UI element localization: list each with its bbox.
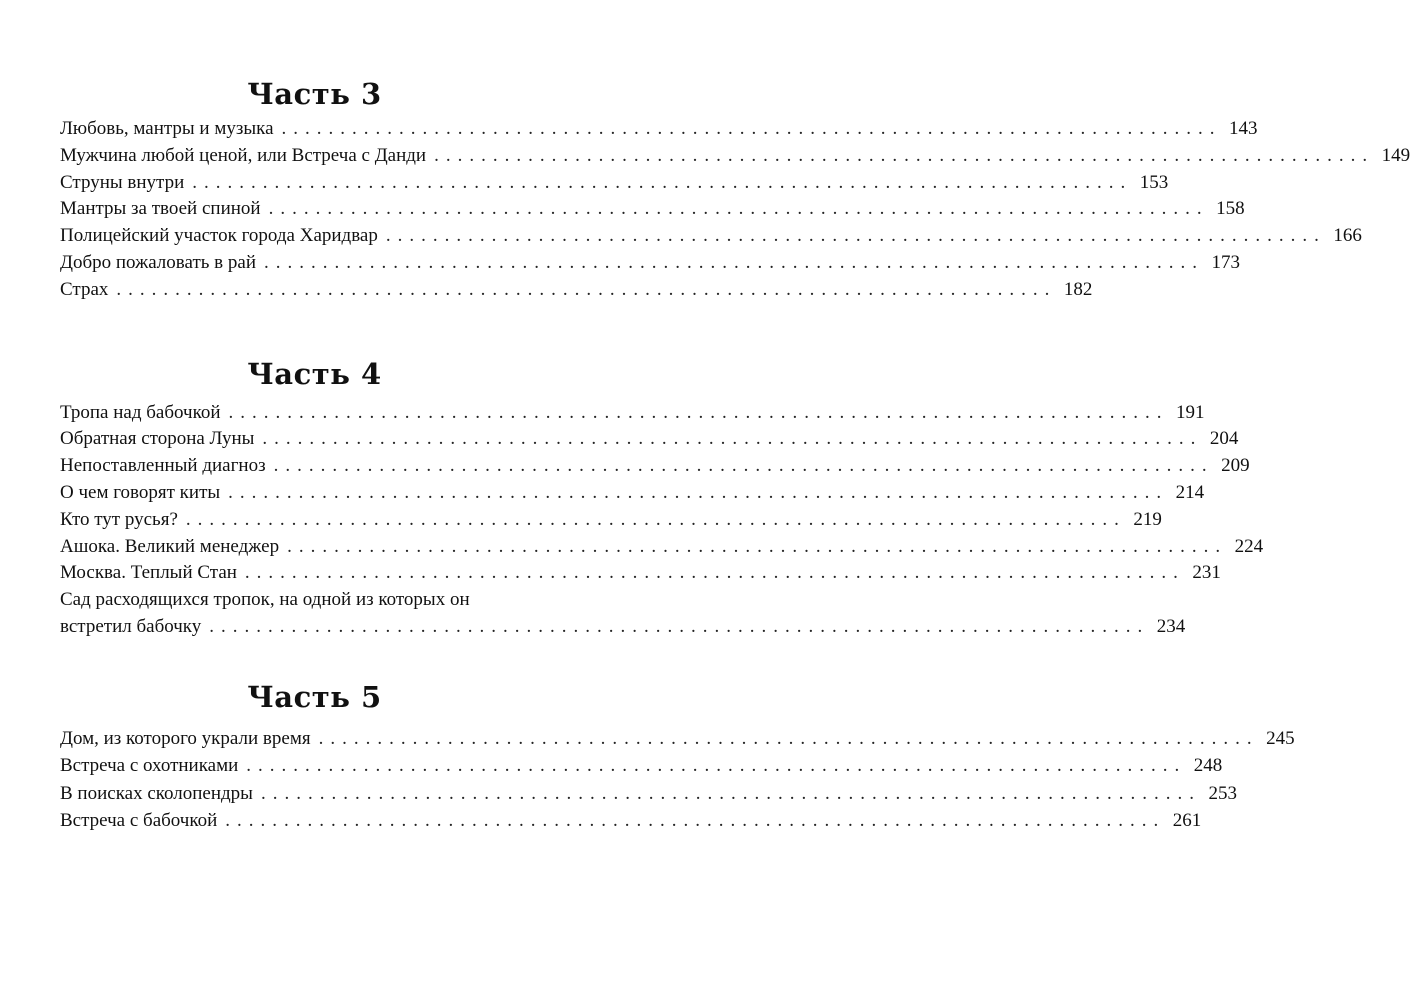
toc-entry-title: встретил бабочку: [60, 615, 202, 637]
part-title: Часть 3: [247, 77, 382, 111]
part-title: Часть 4: [247, 356, 382, 391]
toc-entry[interactable]: [60, 752, 1223, 780]
toc-entry[interactable]: [60, 250, 1240, 277]
toc-page-number: 219: [1133, 508, 1162, 530]
toc-entry-title: Страх: [60, 278, 109, 300]
dot-leader: ................................................................................: [263, 251, 1204, 273]
toc-entry[interactable]: [60, 507, 1162, 534]
table-of-contents: [60, 0, 1410, 835]
toc-entry-title: Полицейский участок города Харидвар: [60, 225, 378, 247]
part-5-section: [60, 677, 1295, 835]
dot-leader: ................................................................................: [244, 562, 1185, 584]
toc-page-number: 234: [1156, 615, 1186, 637]
toc-page-number: 231: [1192, 562, 1221, 584]
toc-page-number: 214: [1175, 481, 1205, 503]
toc-entry[interactable]: [60, 143, 1410, 170]
toc-entry-title: Мужчина любой ценой, или Встреча с Данди: [60, 144, 427, 166]
toc-entry-title: Тропа над бабочкой: [60, 401, 221, 423]
toc-entry-line-1[interactable]: [60, 587, 569, 614]
dot-leader: ................................................................................: [209, 615, 1150, 637]
dot-leader: ................................................................................: [116, 278, 1057, 300]
toc-page-number: 261: [1172, 810, 1202, 832]
part-3-section: [60, 74, 1410, 304]
toc-entry-line-2[interactable]: [60, 614, 1186, 641]
dot-leader: ................................................................................: [268, 198, 1209, 220]
toc-entry[interactable]: [60, 560, 1221, 587]
toc-entry[interactable]: [60, 196, 1245, 223]
toc-entry-title: Мантры за твоей спиной: [60, 198, 261, 220]
toc-entry[interactable]: [60, 170, 1169, 197]
dot-leader: ................................................................................: [260, 782, 1201, 804]
toc-entry[interactable]: [60, 534, 1264, 561]
dot-leader: ................................................................................: [246, 755, 1187, 777]
part-4-section: [60, 354, 1264, 641]
dot-leader: ................................................................................: [318, 727, 1259, 749]
dot-leader: ................................................................................: [225, 810, 1166, 832]
toc-entry-title: Струны внутри: [60, 171, 185, 193]
toc-entry-title: Москва. Теплый Стан: [60, 562, 237, 584]
dot-leader: ................................................................................: [192, 171, 1133, 193]
dot-leader: ................................................................................: [281, 118, 1222, 139]
toc-entry[interactable]: [60, 277, 1093, 304]
dot-leader: ................................................................................: [287, 535, 1228, 557]
toc-page-number: 253: [1208, 782, 1237, 804]
toc-entry-title: Сад расходящихся тропок, на одной из которых он: [60, 589, 470, 611]
toc-page-number: 245: [1266, 727, 1295, 749]
dot-leader: ................................................................................: [385, 225, 1326, 247]
toc-entry[interactable]: [60, 453, 1250, 480]
toc-entry-title: В поисках сколопендры: [60, 782, 253, 804]
dot-leader: ................................................................................: [228, 481, 1169, 503]
toc-entry[interactable]: [60, 725, 1295, 753]
toc-entry-title: О чем говорят киты: [60, 481, 221, 503]
toc-entry-title: Ашока. Великий менеджер: [60, 535, 280, 557]
dot-leader: ................................................................................: [434, 144, 1375, 166]
toc-page-number: 173: [1211, 251, 1240, 273]
toc-entry-title: Обратная сторона Луны: [60, 428, 255, 450]
toc-page-number: 166: [1333, 225, 1362, 247]
toc-entry[interactable]: [60, 426, 1239, 453]
toc-entry-title: Встреча с бабочкой: [60, 810, 218, 832]
toc-page-number: 204: [1209, 428, 1239, 450]
toc-page-number: 143: [1229, 118, 1258, 139]
toc-page-number: 191: [1176, 401, 1205, 423]
toc-entry-title: Дом, из которого украли время: [60, 727, 311, 749]
toc-entry-title: Непоставленный диагноз: [60, 455, 266, 477]
toc-page-number: 158: [1216, 198, 1245, 220]
toc-page-number: 209: [1221, 455, 1250, 477]
dot-leader: ................................................................................: [228, 401, 1169, 423]
toc-page-number: 182: [1063, 278, 1093, 300]
toc-entry[interactable]: [60, 480, 1205, 507]
toc-entry[interactable]: [60, 780, 1237, 808]
toc-page-number: 248: [1193, 755, 1223, 777]
dot-leader: ................................................................................: [185, 508, 1126, 530]
toc-entry[interactable]: [60, 807, 1202, 835]
toc-page-number: 153: [1139, 171, 1169, 193]
toc-entry[interactable]: [60, 223, 1362, 250]
toc-entry[interactable]: [60, 116, 1258, 143]
toc-entry-title: Кто тут русья?: [60, 508, 178, 530]
toc-entry-title: Добро пожаловать в рай: [60, 251, 256, 273]
toc-page-number: 224: [1234, 535, 1264, 557]
dot-leader: ................................................................................: [273, 455, 1214, 477]
toc-list: [60, 725, 1295, 835]
toc-entry-title: Любовь, мантры и музыка: [60, 118, 274, 139]
toc-list: [60, 400, 1264, 641]
part-title: Часть 5: [247, 679, 382, 714]
dot-leader: ................................................................................: [262, 428, 1203, 450]
toc-list: [60, 116, 1410, 304]
toc-entry[interactable]: [60, 400, 1205, 427]
toc-page-number: 149: [1381, 144, 1410, 166]
toc-entry-title: Встреча с охотниками: [60, 755, 239, 777]
